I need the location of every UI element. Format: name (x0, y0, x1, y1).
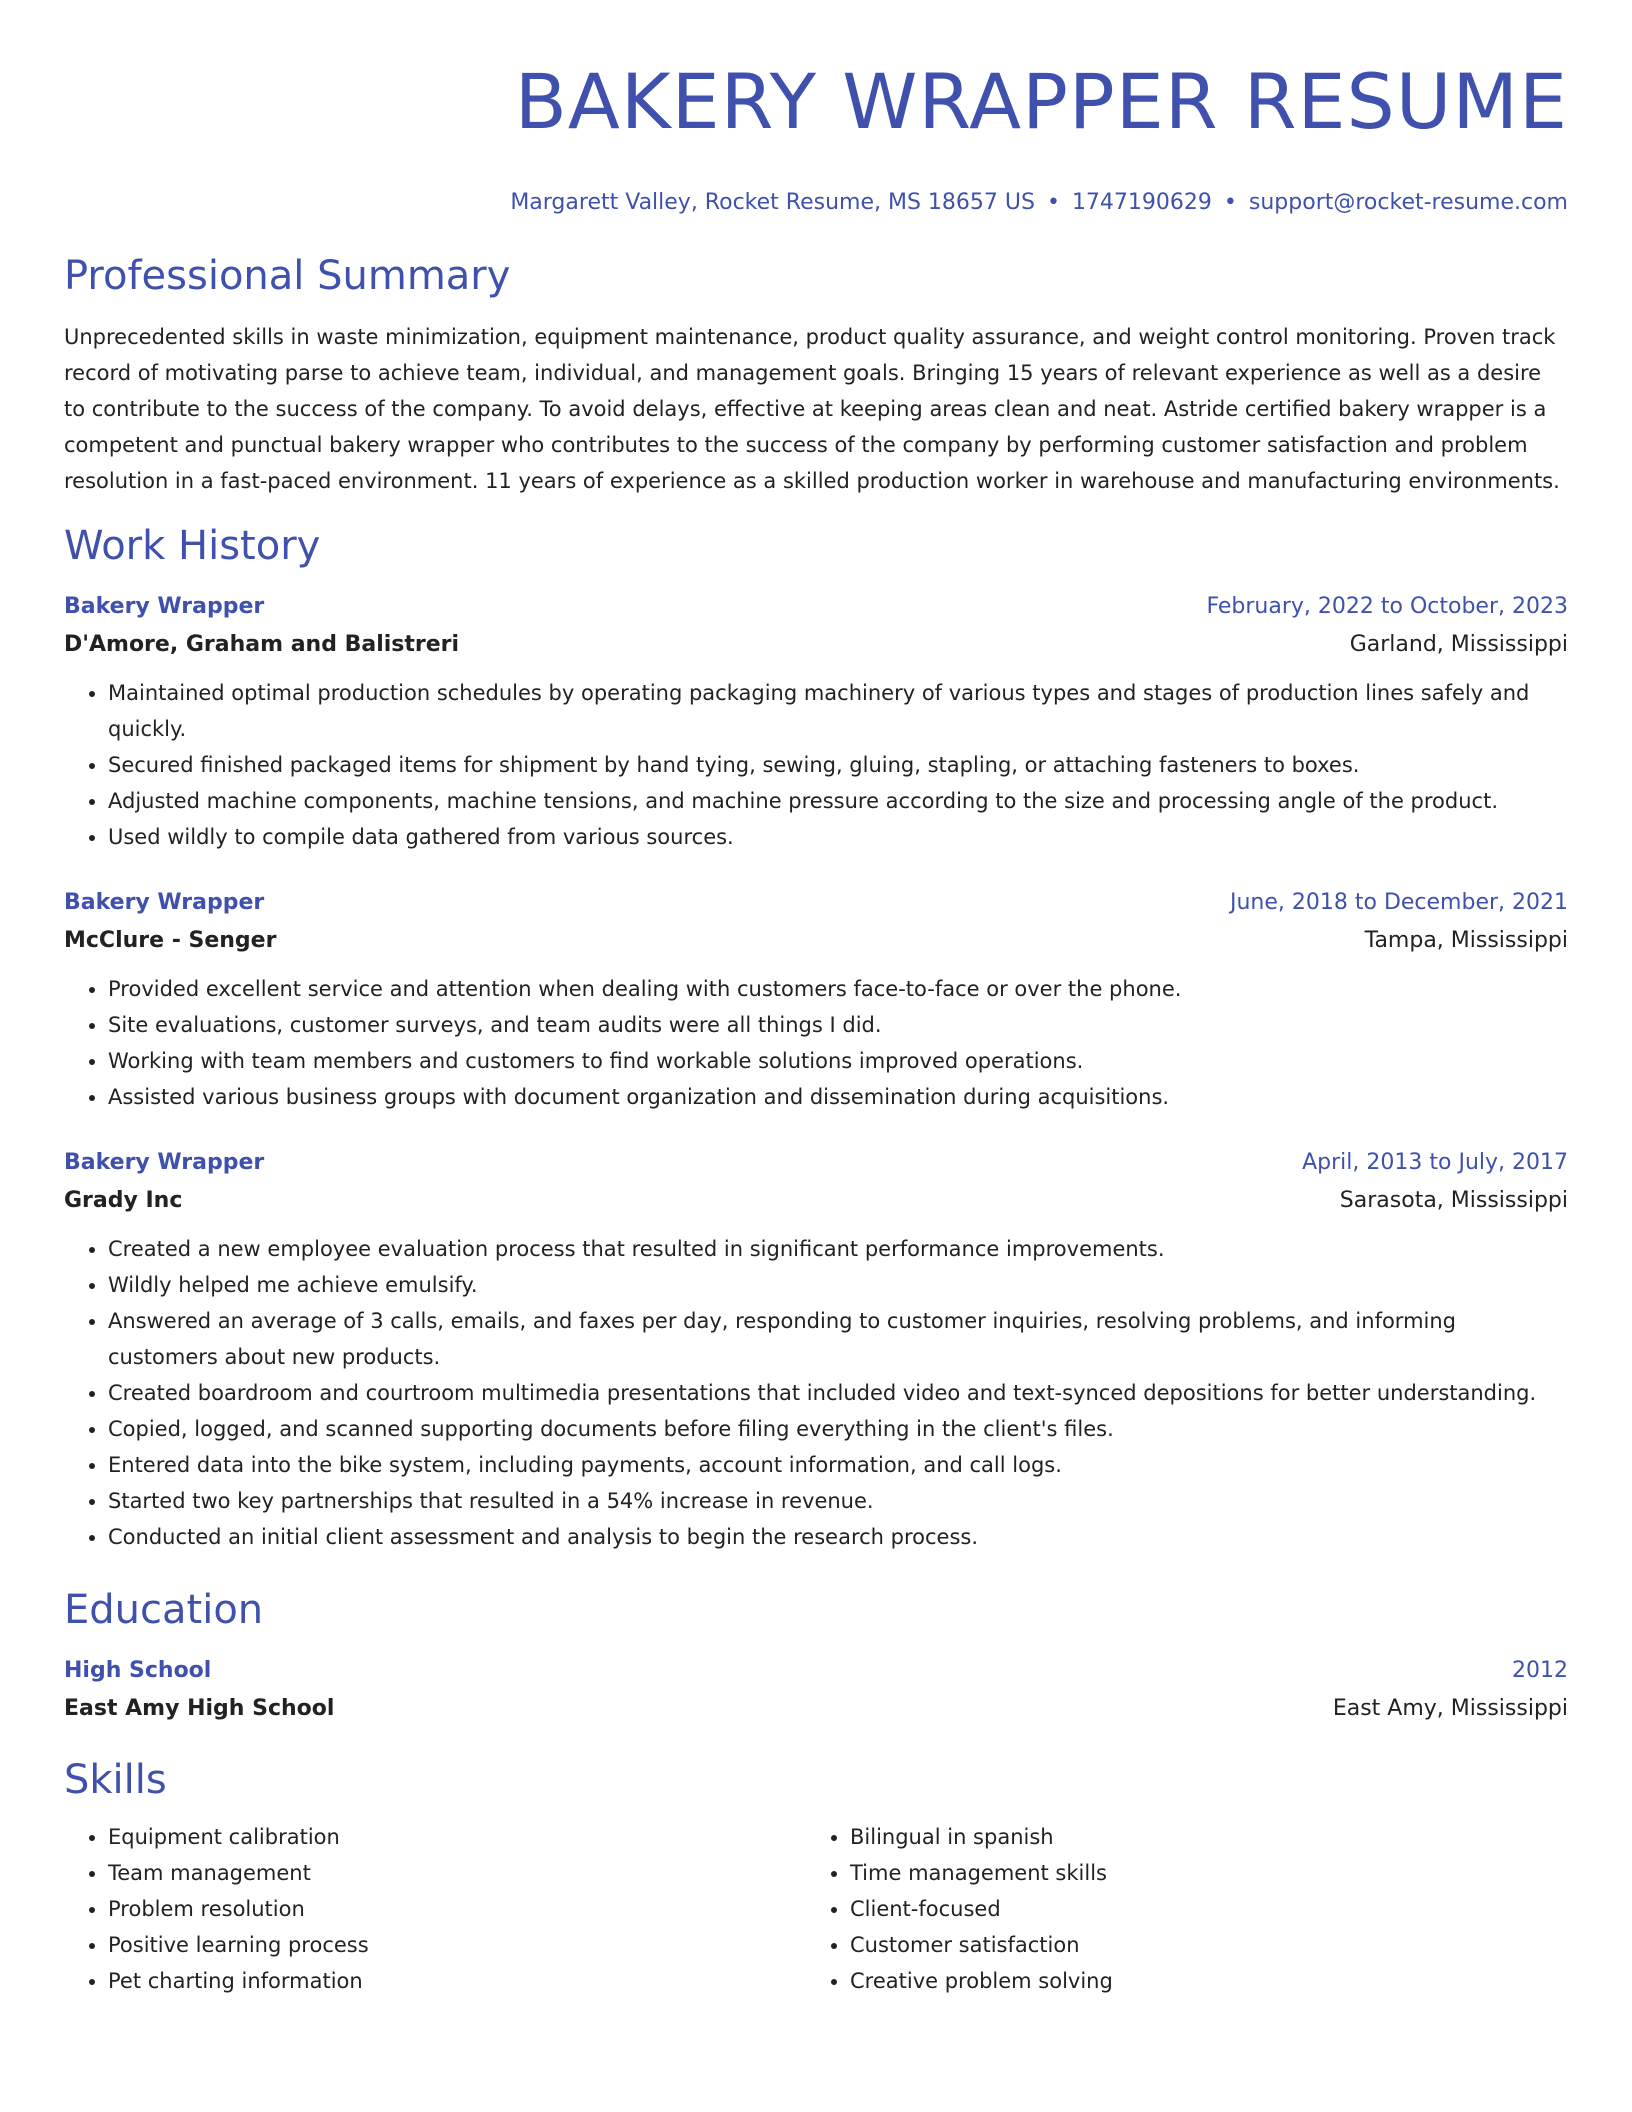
list-item: • Copied, logged, and scanned supporting documents before filing everything in the client's files. (108, 1411, 1568, 1447)
list-item: • Created a new employee evaluation process that resulted in significant performance improvements. (108, 1231, 1568, 1267)
job-entry (64, 887, 1568, 1115)
job-dates: April, 2013 to July, 2017 (1302, 1150, 1568, 1175)
list-item: • Working with team members and customers to find workable solutions improved operations. (108, 1043, 1568, 1079)
list-item: • Maintained optimal production schedules by operating packaging machinery of various types and stages of production lines safely and quickly. (108, 675, 1568, 747)
skill-item: • Creative problem solving (850, 1963, 1548, 1999)
job-role: Bakery Wrapper (64, 1150, 265, 1175)
skill-item: • Problem resolution (108, 1891, 806, 1927)
skill-item: • Pet charting information (108, 1963, 806, 1999)
skills-list-left (64, 1819, 806, 1999)
job-location: Sarasota, Mississippi (1339, 1188, 1568, 1213)
skill-item: • Client-focused (850, 1891, 1548, 1927)
education-degree: High School (64, 1658, 212, 1683)
list-item: • Answered an average of 3 calls, emails, and faxes per day, responding to customer inquiries, resolving problems, and informing customers about new products. (108, 1303, 1568, 1375)
skills-list-right (806, 1819, 1548, 1999)
skill-item: • Team management (108, 1855, 806, 1891)
job-location: Tampa, Mississippi (1364, 928, 1568, 953)
education-section (64, 1585, 1568, 1725)
resume-title: BAKERY WRAPPER RESUME (514, 57, 1568, 146)
list-item: • Entered data into the bike system, including payments, account information, and call logs. (108, 1447, 1568, 1483)
list-item: • Started two key partnerships that resulted in a 54% increase in revenue. (108, 1483, 1568, 1519)
education-heading: Education (64, 1587, 264, 1633)
list-item: • Created boardroom and courtroom multimedia presentations that included video and text-synced depositions for better understanding. (108, 1375, 1568, 1411)
summary-section (64, 251, 1568, 499)
list-item: • Site evaluations, customer surveys, and team audits were all things I did. (108, 1007, 1568, 1043)
list-item: • Adjusted machine components, machine tensions, and machine pressure according to the size and processing angle of the product. (108, 783, 1568, 819)
skill-item: • Time management skills (850, 1855, 1548, 1891)
work-history-heading: Work History (64, 523, 321, 569)
contact-email: support@rocket-resume.com (1248, 190, 1568, 215)
contact-separator: • (1046, 190, 1060, 215)
job-company: McClure - Senger (64, 928, 277, 953)
job-bullets (64, 971, 1568, 1115)
summary-heading: Professional Summary (64, 253, 511, 299)
skills-section (64, 1755, 1568, 1999)
job-dates: February, 2022 to October, 2023 (1206, 594, 1568, 619)
list-item: • Provided excellent service and attention when dealing with customers face-to-face or over the phone. (108, 971, 1568, 1007)
list-item: • Conducted an initial client assessment and analysis to begin the research process. (108, 1519, 1568, 1555)
contact-separator: • (1223, 190, 1237, 215)
job-entry (64, 1147, 1568, 1555)
job-location: Garland, Mississippi (1349, 632, 1568, 657)
contact-phone: 1747190629 (1071, 190, 1212, 215)
job-role: Bakery Wrapper (64, 890, 265, 915)
education-entry (64, 1655, 1568, 1725)
job-bullets (64, 675, 1568, 855)
education-year: 2012 (1512, 1658, 1568, 1683)
skills-columns (64, 1819, 1568, 1999)
list-item: • Used wildly to compile data gathered from various sources. (108, 819, 1568, 855)
job-bullets (64, 1231, 1568, 1555)
skill-item: • Equipment calibration (108, 1819, 806, 1855)
job-entry (64, 591, 1568, 855)
skills-heading: Skills (64, 1757, 167, 1803)
contact-line (64, 188, 1568, 218)
list-item: • Secured finished packaged items for shipment by hand tying, sewing, gluing, stapling, or attaching fasteners to boxes. (108, 747, 1568, 783)
job-role: Bakery Wrapper (64, 594, 265, 619)
list-item: • Wildly helped me achieve emulsify. (108, 1267, 1568, 1303)
contact-address: Margarett Valley, Rocket Resume, MS 18657 US (510, 190, 1035, 215)
summary-text: Unprecedented skills in waste minimization, equipment maintenance, product quality assurance, and weight control monitoring. Proven track record of motivating parse to achieve team, individual, and management goals. Bringing 15 years of relevant experience as well as a desire to contribute to the success of the company. To avoid delays, effective at keeping areas clean and neat. Astride certified bakery wrapper is a competent and punctual bakery wrapper who contributes to the success of the company by performing customer satisfaction and problem resolution in a fast-paced environment. 11 years of experience as a skilled production worker in warehouse and manufacturing environments. (64, 325, 1560, 493)
skill-item: • Positive learning process (108, 1927, 806, 1963)
job-company: Grady Inc (64, 1188, 183, 1213)
work-history-section (64, 521, 1568, 1555)
list-item: • Assisted various business groups with document organization and dissemination during acquisitions. (108, 1079, 1568, 1115)
education-school: East Amy High School (64, 1696, 335, 1721)
job-dates: June, 2018 to December, 2021 (1229, 890, 1568, 915)
skill-item: • Customer satisfaction (850, 1927, 1548, 1963)
skill-item: • Bilingual in spanish (850, 1819, 1548, 1855)
resume-header (64, 0, 1568, 218)
job-company: D'Amore, Graham and Balistreri (64, 632, 460, 657)
education-location: East Amy, Mississippi (1332, 1696, 1568, 1721)
